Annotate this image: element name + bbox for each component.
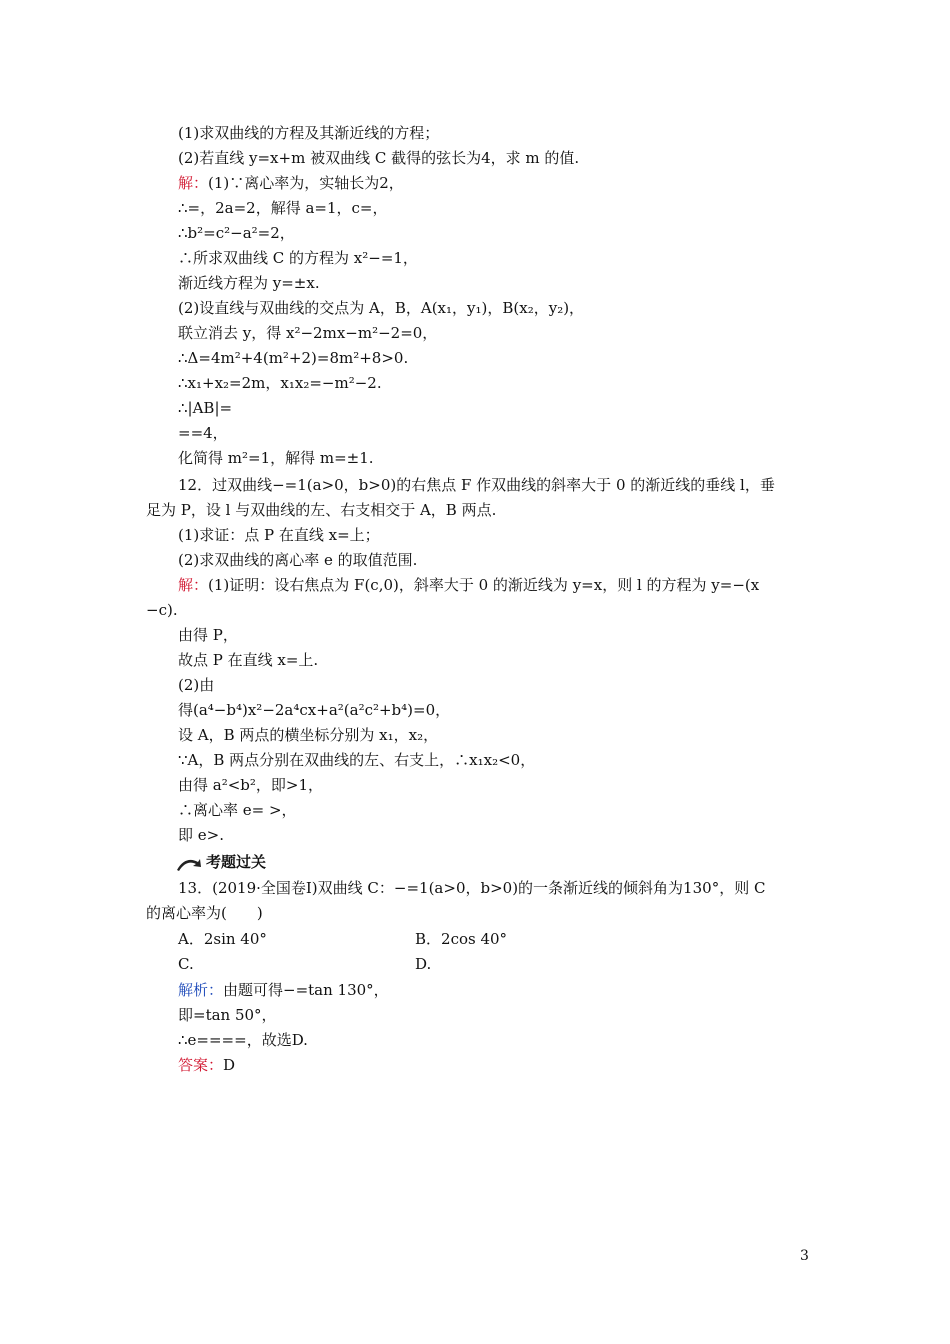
- solution-12-line-3: 由得 P，: [178, 626, 238, 644]
- answer-line: [178, 1056, 235, 1074]
- solution-11-line-2: ∴=，2a=2，解得 a=1，c=，: [178, 199, 388, 217]
- section-title: 考题过关: [206, 853, 267, 871]
- option-d: D.: [415, 955, 432, 973]
- answer-label: 答案：: [178, 1056, 224, 1074]
- option-a: A．2sin 40°: [178, 930, 267, 948]
- solution-11-line-4: ∴所求双曲线 C 的方程为 x²−=1，: [178, 249, 418, 267]
- analysis-line-3: ∴e====，故选D.: [178, 1031, 308, 1049]
- solution-11-line-5: 渐近线方程为 y=±x.: [178, 274, 320, 292]
- page-number: 3: [800, 1248, 809, 1264]
- solution-11-line-9: ∴x₁+x₂=2m，x₁x₂=−m²−2.: [178, 374, 382, 392]
- solution-12-line-4: 故点 P 在直线 x=上.: [178, 651, 319, 669]
- solution-12-line-6: 得(a⁴−b⁴)x²−2a⁴cx+a²(a²c²+b⁴)=0，: [178, 701, 451, 719]
- analysis-label: 解析：: [178, 981, 224, 999]
- solution-label: 解：: [178, 576, 209, 594]
- analysis-line-2: 即=tan 50°，: [178, 1006, 277, 1024]
- analysis-text: 由题可得−=tan 130°，: [223, 981, 389, 999]
- answer-value: D: [223, 1056, 236, 1074]
- question-12-part-2: (2)求双曲线的离心率 e 的取值范围.: [178, 551, 418, 569]
- question-13-line-1: 13．(2019·全国卷Ⅰ)双曲线 C：−=1(a>0，b>0)的一条渐近线的倾斜角为130°，则 C: [178, 879, 766, 897]
- question-11-part-1: (1)求双曲线的方程及其渐近线的方程；: [178, 124, 440, 142]
- solution-12-line-2: −c).: [146, 601, 178, 619]
- solution-12-line-11: 即 e>.: [178, 826, 224, 844]
- question-12-line-2: 足为 P，设 l 与双曲线的左、右支相交于 A，B 两点.: [146, 501, 497, 519]
- solution-12-line-8: ∵A，B 两点分别在双曲线的左、右支上，∴x₁x₂<0，: [178, 751, 536, 769]
- solution-label: 解：: [178, 174, 209, 192]
- solution-11-line-8: ∴Δ=4m²+4(m²+2)=8m²+8>0.: [178, 349, 409, 367]
- question-13-line-2: 的离心率为( ): [146, 904, 263, 922]
- solution-12-line-5: (2)由: [178, 676, 215, 694]
- option-b: B．2cos 40°: [415, 930, 508, 948]
- solution-text: (1)证明：设右焦点为 F(c,0)，斜率大于 0 的渐近线为 y=x，则 l 的方程为 y=−(x: [208, 576, 760, 594]
- solution-12-line-10: ∴离心率 e= >，: [178, 801, 297, 819]
- solution-11-line-1: [178, 174, 404, 192]
- question-12-part-1: (1)求证：点 P 在直线 x=上；: [178, 526, 380, 544]
- solution-11-line-3: ∴b²=c²−a²=2，: [178, 224, 295, 242]
- question-11-part-2: (2)若直线 y=x+m 被双曲线 C 截得的弦长为4，求 m 的值.: [178, 149, 580, 167]
- analysis-line-1: [178, 981, 389, 999]
- solution-11-line-12: 化简得 m²=1，解得 m=±1.: [178, 449, 374, 467]
- question-12-line-1: 12．过双曲线−=1(a>0，b>0)的右焦点 F 作双曲线的斜率大于 0 的渐近线的垂线 l，垂: [178, 476, 775, 494]
- solution-11-line-6: (2)设直线与双曲线的交点为 A，B，A(x₁，y₁)，B(x₂，y₂)，: [178, 299, 585, 317]
- solution-12-line-7: 设 A，B 两点的横坐标分别为 x₁，x₂，: [178, 726, 439, 744]
- solution-12-line-9: 由得 a²<b²，即>1，: [178, 776, 324, 794]
- arrow-swoosh-icon: [176, 856, 202, 872]
- solution-11-line-7: 联立消去 y，得 x²−2mx−m²−2=0，: [178, 324, 438, 342]
- option-c: C.: [178, 955, 194, 973]
- solution-11-line-11: ==4，: [178, 424, 228, 442]
- solution-12-line-1: [178, 576, 759, 594]
- solution-11-line-10: ∴|AB|=: [178, 399, 233, 417]
- solution-text: (1)∵离心率为，实轴长为2，: [208, 174, 404, 192]
